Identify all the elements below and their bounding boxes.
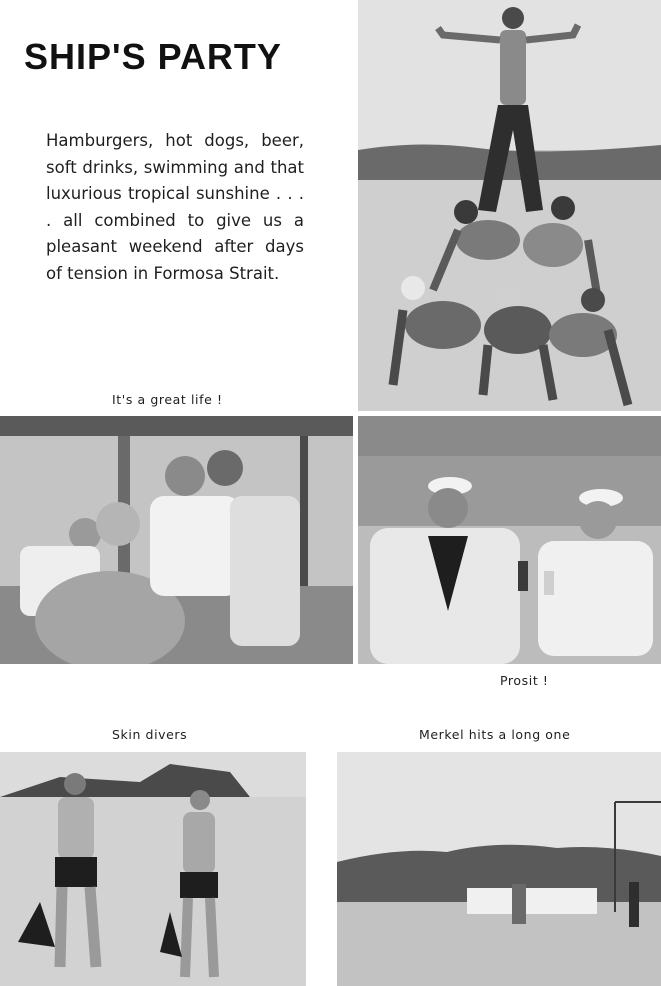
photo-skin-divers: [0, 752, 306, 986]
caption-skin-divers: Skin divers: [112, 727, 188, 742]
intro-paragraph: Hamburgers, hot dogs, beer, soft drinks, swimming and that luxurious tropical sunshine . . . . all combined to give us a pleasant weekend after days of tension in Formosa Strait.: [46, 131, 304, 283]
page-title: SHIP'S PARTY: [24, 36, 282, 77]
photo-baseball-game: [337, 752, 661, 986]
caption-prosit: Prosit !: [500, 673, 549, 688]
photo-sailors-shelter: [0, 416, 353, 664]
photo-human-pyramid: [358, 0, 661, 411]
caption-great-life: It's a great life !: [112, 392, 223, 407]
photo-sailors-toasting: [358, 416, 661, 664]
caption-merkel: Merkel hits a long one: [419, 727, 571, 742]
